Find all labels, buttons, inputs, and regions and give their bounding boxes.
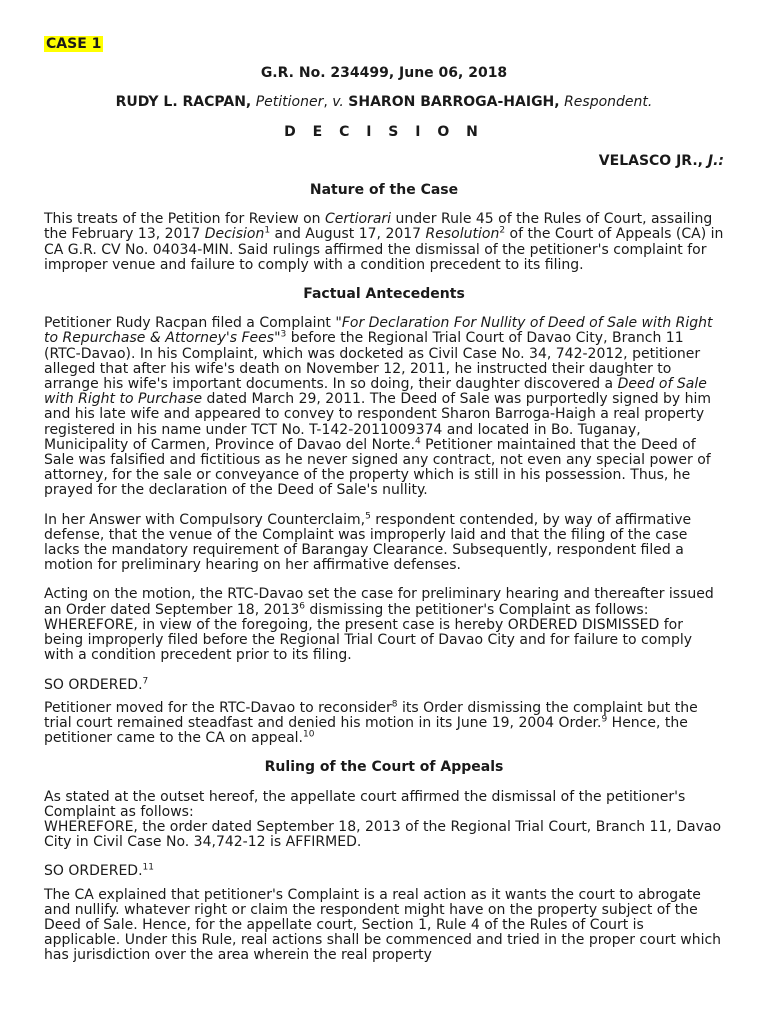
text: Petitioner moved for the RTC-Davao to reconsider (44, 699, 392, 716)
petitioner-name: RUDY L. RACPAN, (115, 94, 252, 111)
paragraph-so-ordered-2 (44, 864, 724, 879)
text: Hence, the petitioner came to the CA on appeal. (44, 714, 688, 747)
quoted-order: WHEREFORE, in view of the foregoing, the present case is hereby ORDERED DISMISSED for being improperly filed before the Regional Trial Court of Davao City and for failure to comply with a condition precedent prior to its filing. (44, 616, 693, 664)
footnote-ref[interactable]: 6 (299, 601, 305, 612)
text: " (274, 330, 281, 347)
text: respondent contended, by way of affirmative defense, that the venue of the Complaint was improperly laid and that the filing of the case lacks the mandatory requirement of Barangay Clearance. Subsequently, respondent filed a motion for preliminary hearing on her affirmative defenses. (44, 511, 692, 574)
footnote-ref[interactable]: 7 (142, 675, 149, 686)
paragraph-reconsideration (44, 701, 724, 747)
paragraph-ca-affirmed (44, 790, 724, 851)
respondent-role: Respondent. (564, 94, 653, 111)
gr-number-line: G.R. No. 234499, June 06, 2018 (260, 65, 508, 82)
text: under Rule 45 of the Rules of Court, assailing the February 13, 2017 (44, 211, 713, 243)
text: of the Court of Appeals (CA) in CA G.R. CV No. 04034-MIN. Said rulings affirmed the dismissal of the petitioner's complaint for improper venue and failure to comply with a condition precedent to its filing. (44, 226, 724, 273)
case-label-row (44, 36, 724, 52)
footnote-ref[interactable]: 9 (601, 714, 608, 725)
paragraph-rtc-order (44, 587, 724, 663)
text-italic: Decision (204, 226, 265, 243)
paragraph-answer (44, 513, 724, 574)
footnote-ref[interactable]: 8 (391, 699, 398, 710)
footnote-ref[interactable]: 3 (280, 329, 287, 340)
petitioner-role: Petitioner (255, 94, 324, 111)
decision-heading: D E C I S I O N (284, 123, 484, 140)
text: Petitioner maintained that the Deed of Sale was falsified and fictitious as he never signed any contract, not even any special power of attorney, for the sale or conveyance of the property which is still in his possession. Thus, he prayed for the declaration of the Deed of Sale's nullity. (44, 436, 711, 499)
text: its Order dismissing the complaint but the trial court remained steadfast and denied his motion in its June 19, 2004 Order. (44, 699, 698, 731)
text: Petitioner Rudy Racpan filed a Complaint " (44, 315, 342, 332)
section-title-facts: Factual Antecedents (303, 286, 465, 303)
text: As stated at the outset hereof, the appellate court affirmed the dismissal of the petitioner's Complaint as follows: (44, 788, 686, 820)
section-title-nature: Nature of the Case (309, 182, 459, 199)
text: dated March 29, 2011. The Deed of Sale was purportedly signed by him and his late wife and appeared to convey to respondent Sharon Barroga-Haigh a real property registered in his name under TCT No. T-142-2011009374 and located in Bo. Tuganay, Municipality of Carmen, Province of Davao del Norte. (44, 391, 712, 453)
paragraph-ca-explanation (44, 888, 724, 964)
respondent-name: SHARON BARROGA-HAIGH, (348, 94, 560, 111)
case-label: CASE 1 (46, 36, 102, 52)
text: SO ORDERED. (44, 676, 143, 693)
section-title-ca-ruling: Ruling of the Court of Appeals (264, 759, 504, 776)
paragraph-facts (44, 316, 724, 498)
versus-text: v. (332, 94, 344, 111)
text: before the Regional Trial Court of Davao City, Branch 11 (RTC-Davao). In his Complaint, which was docketed as Civil Case No. 34, 742-2012, petitioner alleged that after his wife's death on November 12, 2011, he instructed their daughter to arrange his wife's important documents. In so doing, their daughter discovered a (44, 330, 701, 393)
ponente-suffix: J.: (707, 152, 724, 169)
footnote-ref[interactable]: 5 (365, 511, 371, 522)
case-parties: RUDY L. RACPAN, Petitioner, v. SHARON BARROGA-HAIGH, Respondent. (115, 94, 653, 111)
paragraph-nature (44, 212, 724, 273)
text: Acting on the motion, the RTC-Davao set the case for preliminary hearing and thereafter issued an Order dated September 18, 2013 (44, 586, 714, 618)
footnote-ref[interactable]: 4 (415, 436, 421, 447)
text-italic: Deed of Sale with Right to Purchase (44, 376, 707, 408)
text: The CA explained that petitioner's Complaint is a real action as it wants the court to abrogate and nullify. whatever right or claim the respondent might have on the property subject of the Deed of Sale. Hence, for the appellate court, Section 1, Rule 4 of the Rules of Court is applicable. Under this Rule, real actions shall be commenced and tried in the proper court which has jurisdiction over the area wherein the real property (44, 886, 722, 964)
ponente (44, 154, 724, 169)
text: SO ORDERED. (44, 863, 143, 880)
text: This treats of the Petition for Review on (44, 211, 325, 228)
paragraph-so-ordered-1 (44, 675, 724, 693)
text-italic: For Declaration For Nullity of Deed of Sale with Right to Repurchase & Attorney's Fees (44, 315, 713, 347)
text-italic: Certiorari (324, 211, 392, 228)
text: In her Answer with Compulsory Counterclaim, (44, 511, 366, 528)
footnote-ref[interactable]: 11 (142, 862, 154, 873)
footnote-ref[interactable]: 1 (264, 225, 271, 236)
ponente-name: VELASCO JR., (598, 152, 703, 169)
text: and August 17, 2017 (270, 226, 426, 243)
footnote-ref[interactable]: 2 (499, 225, 506, 236)
text: dismissing the petitioner's Complaint as follows: (304, 601, 649, 618)
footnote-ref[interactable]: 10 (303, 729, 315, 740)
quoted-order: WHEREFORE, the order dated September 18, 2013 of the Regional Trial Court, Branch 11, Davao City in Civil Case No. 34,742-12 is AFFIRMED. (44, 818, 722, 851)
text-italic: Resolution (425, 226, 500, 243)
